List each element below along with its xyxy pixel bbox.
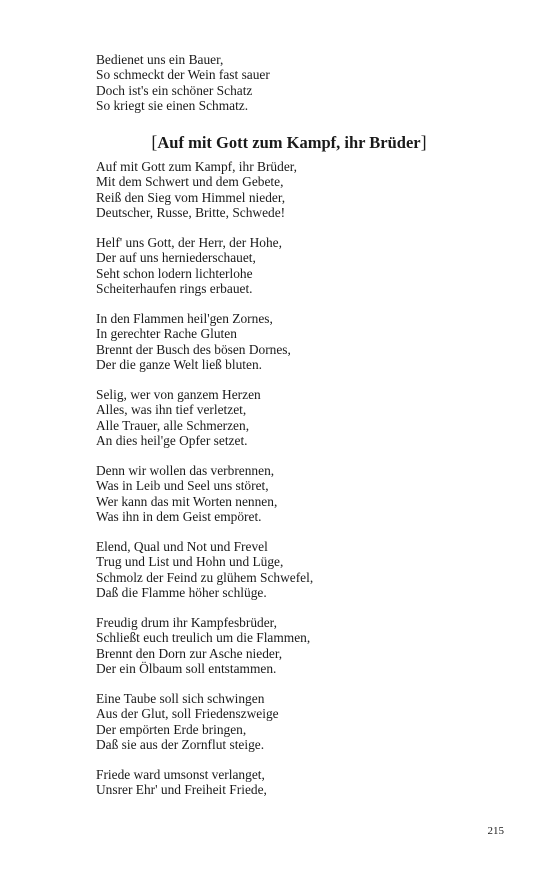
verse-line: Reiß den Sieg vom Himmel nieder,	[96, 189, 286, 205]
verse-line: Deutscher, Russe, Britte, Schwede!	[96, 205, 286, 221]
verse-line: Doch ist's ein schöner Schatz	[96, 82, 253, 98]
verse-line: Scheiterhaufen rings erbauet.	[96, 281, 253, 297]
verse-line: Was in Leib und Seel uns störet,	[96, 478, 269, 494]
verse-line: Daß sie aus der Zornflut steige.	[96, 737, 265, 753]
verse-line: Denn wir wollen das verbrennen,	[96, 463, 275, 478]
stanza-5	[96, 463, 277, 525]
verse-line: Was ihn in dem Geist empöret.	[96, 509, 262, 525]
title-bracket-close: ]	[420, 132, 427, 152]
verse-line: Selig, wer von ganzem Herzen	[96, 387, 261, 402]
verse-line: Elend, Qual und Not und Frevel	[96, 539, 268, 554]
verse-line: Daß die Flamme höher schlüge.	[96, 585, 267, 601]
verse-line: Friede ward umsonst verlanget,	[96, 767, 265, 782]
verse-line: Aus der Glut, soll Friedenszweige	[96, 706, 279, 722]
verse-line: Helf' uns Gott, der Herr, der Hohe,	[96, 235, 282, 250]
stanza-9	[96, 767, 267, 798]
verse-line: So schmeckt der Wein fast sauer	[96, 67, 270, 83]
verse-line: An dies heil'ge Opfer setzet.	[96, 433, 248, 449]
verse-line: Auf mit Gott zum Kampf, ihr Brüder,	[96, 159, 298, 174]
verse-line: Alles, was ihn tief verletzet,	[96, 402, 247, 418]
verse-line: Der die ganze Welt ließ bluten.	[96, 357, 262, 373]
verse-line: Bedienet uns ein Bauer,	[96, 52, 224, 67]
verse-line: Seht schon lodern lichterlohe	[96, 265, 253, 281]
verse-line: Wer kann das mit Worten nennen,	[96, 493, 278, 509]
verse-line: Der auf uns herniederschauet,	[96, 250, 256, 266]
verse-line: Der ein Ölbaum soll entstammen.	[96, 661, 277, 677]
verse-line: Brennt der Busch des bösen Dornes,	[96, 341, 291, 357]
stanza-3	[96, 311, 291, 373]
stanza-2	[96, 235, 282, 297]
title-bracket-open: [	[151, 132, 158, 152]
stanza-6	[96, 539, 313, 601]
verse-line: In den Flammen heil'gen Zornes,	[96, 311, 273, 326]
stanza-4	[96, 387, 261, 449]
verse-line: Der empörten Erde bringen,	[96, 721, 247, 737]
poem-title-text: Auf mit Gott zum Kampf, ihr Brüder	[157, 133, 421, 152]
verse-line: In gerechter Rache Gluten	[96, 326, 237, 342]
previous-poem-stanza	[96, 52, 270, 114]
verse-line: Schmolz der Feind zu glühem Schwefel,	[96, 569, 314, 585]
verse-line: Unsrer Ehr' und Freiheit Friede,	[96, 782, 267, 798]
verse-line: Schließt euch treulich um die Flammen,	[96, 630, 311, 646]
verse-line: Eine Taube soll sich schwingen	[96, 691, 265, 706]
verse-line: So kriegt sie einen Schmatz.	[96, 98, 249, 114]
verse-line: Alle Trauer, alle Schmerzen,	[96, 417, 250, 433]
verse-line: Freudig drum ihr Kampfesbrüder,	[96, 615, 277, 630]
stanza-1	[96, 159, 297, 221]
verse-line: Trug und List und Hohn und Lüge,	[96, 554, 284, 570]
stanza-8	[96, 691, 279, 753]
page-number: 215	[487, 825, 504, 837]
verse-line: Mit dem Schwert und dem Gebete,	[96, 174, 284, 190]
verse-line: Brennt den Dorn zur Asche nieder,	[96, 645, 283, 661]
stanza-7	[96, 615, 310, 677]
poem-title	[0, 132, 550, 153]
